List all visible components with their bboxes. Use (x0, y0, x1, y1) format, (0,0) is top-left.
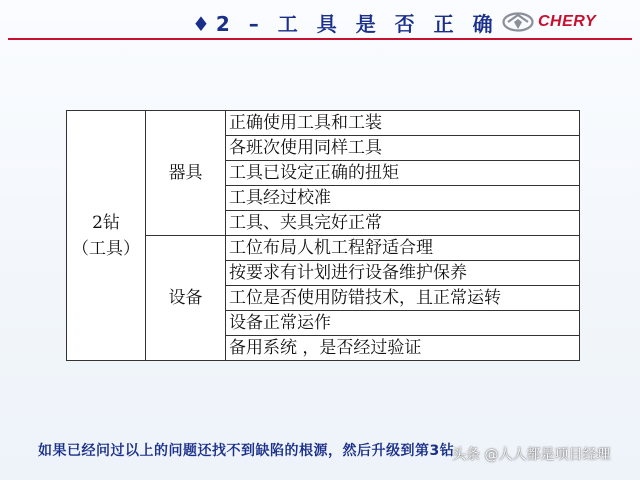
slide-title: ♦2 – 工 具 是 否 正 确 (192, 12, 499, 36)
chery-logo (502, 12, 630, 34)
group-label-fixtures: 器具 (146, 111, 226, 236)
checklist-item: 备用系统 ，是否经过验证 (226, 336, 580, 361)
brand-name: CHERY (538, 13, 597, 30)
checklist-table (66, 110, 580, 361)
checklist-item: 设备正常运作 (226, 311, 580, 336)
category-cell (67, 111, 146, 361)
watermark: 头条 @人人都是项目经理 (452, 447, 611, 463)
checklist-item: 按要求有计划进行设备维护保养 (226, 261, 580, 286)
checklist-item: 工具已设定正确的扭矩 (226, 161, 580, 186)
group-label-equipment: 设备 (146, 236, 226, 361)
header-rule (8, 38, 632, 40)
checklist-item: 工具、夹具完好正常 (226, 211, 580, 236)
checklist-item: 工位是否使用防错技术，且正常运转 (226, 286, 580, 311)
category-label: 2钻 (92, 212, 120, 233)
table-row (67, 111, 580, 136)
checklist-item: 各班次使用同样工具 (226, 136, 580, 161)
category-sublabel: （工具） (72, 238, 140, 259)
checklist-item: 工位布局人机工程舒适合理 (226, 236, 580, 261)
chery-emblem-icon (502, 12, 534, 32)
footer-note: 如果已经问过以上的问题还找不到缺陷的根源，然后升级到第3钻 (38, 443, 455, 459)
checklist-item: 正确使用工具和工装 (226, 111, 580, 136)
checklist-item: 工具经过校准 (226, 186, 580, 211)
